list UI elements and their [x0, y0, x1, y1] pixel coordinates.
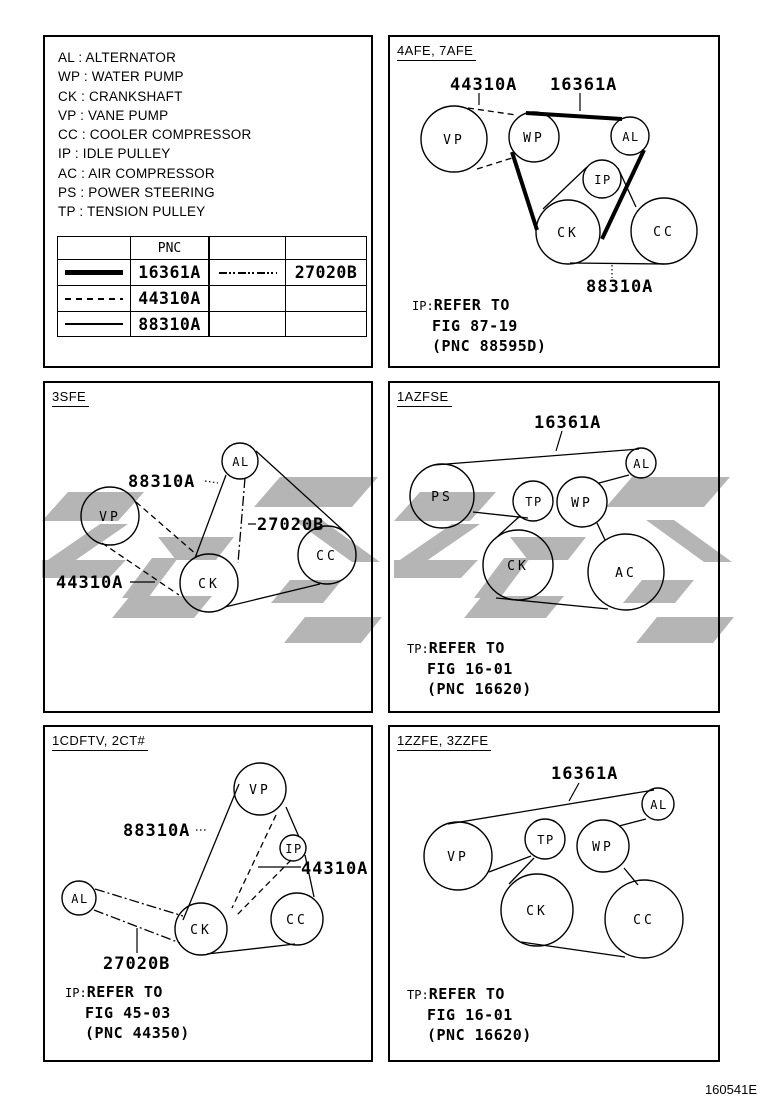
label-pointers — [556, 431, 562, 451]
thin-line-sample — [58, 312, 131, 336]
pulley-wp — [509, 112, 559, 162]
svg-text:AL: AL — [633, 457, 651, 471]
thick-line-sample — [58, 260, 131, 286]
pulley-tp — [525, 819, 565, 859]
pulley-ck — [483, 530, 553, 600]
svg-text:IP: IP — [594, 173, 612, 187]
table-cell-empty — [210, 237, 286, 260]
svg-text:AL: AL — [232, 455, 250, 469]
svg-text:VP: VP — [443, 133, 465, 148]
pnc-value: 16361A — [131, 260, 210, 286]
panel-title: 1CDFTV, 2CT# — [52, 733, 148, 751]
label-pointers — [569, 783, 579, 801]
svg-text:CC: CC — [653, 225, 675, 240]
pnc-line-style-table — [57, 236, 367, 337]
label-pointers — [130, 481, 256, 582]
table-cell-empty — [286, 286, 366, 312]
svg-text:AL: AL — [650, 798, 668, 812]
panel-title: 4AFE, 7AFE — [397, 43, 476, 61]
pulley-ac — [588, 534, 664, 610]
table-cell-empty — [286, 312, 366, 336]
svg-text:VP: VP — [447, 850, 469, 865]
svg-text:CC: CC — [633, 913, 655, 928]
pulley-ck — [175, 903, 227, 955]
table-cell-empty — [286, 237, 366, 260]
panel-1azfse — [388, 381, 720, 713]
svg-text:WP: WP — [523, 131, 545, 146]
part-number-88310a: 88310A — [123, 821, 191, 841]
pulley-vp — [421, 106, 487, 172]
belt-16361a-thin — [448, 790, 654, 957]
pulley-tp — [513, 481, 553, 521]
svg-text:TP: TP — [525, 495, 543, 509]
abbreviation-line: IP : IDLE PULLEY — [58, 146, 171, 162]
panel-title: 1ZZFE, 3ZZFE — [397, 733, 491, 751]
abbreviation-line: AC : AIR COMPRESSOR — [58, 165, 215, 181]
belt-27020b-dashdot — [94, 889, 183, 943]
svg-text:CK: CK — [557, 226, 579, 241]
svg-text:IP: IP — [285, 842, 303, 856]
pulley-al — [611, 117, 649, 155]
svg-text:VP: VP — [249, 783, 271, 798]
dashed-line-sample — [58, 286, 131, 312]
pulley-ip — [280, 835, 306, 861]
abbreviation-line: PS : POWER STEERING — [58, 185, 215, 201]
svg-text:CK: CK — [190, 923, 212, 938]
svg-text:CC: CC — [316, 549, 338, 564]
pulley-ps — [410, 464, 474, 528]
panel-4afe-7afe — [388, 35, 720, 368]
pnc-value: 44310A — [131, 286, 210, 312]
pulley-al — [62, 881, 96, 915]
pulley-al — [222, 443, 258, 479]
pulley-vp — [234, 763, 286, 815]
pulley-ck — [501, 874, 573, 946]
pulley-al — [626, 448, 656, 478]
pulley-ck — [536, 200, 600, 264]
pulley-ip — [583, 160, 621, 198]
panel-1zzfe-3zzfe — [388, 725, 720, 1062]
abbreviation-line: VP : VANE PUMP — [58, 107, 169, 123]
abbreviation-list — [58, 48, 251, 222]
svg-text:CK: CK — [198, 577, 220, 592]
part-number-44310a: 44310A — [301, 859, 369, 879]
part-number-27020b: 27020B — [257, 515, 325, 535]
note-prefix: TP: — [407, 642, 429, 656]
part-number-27020b: 27020B — [103, 954, 171, 974]
refer-note: TP:REFER TO FIG 16-01 (PNC 16620) — [407, 639, 532, 698]
svg-text:CK: CK — [507, 559, 529, 574]
pnc-value: 88310A — [131, 312, 210, 336]
note-prefix: IP: — [412, 299, 434, 313]
panel-1cdftv-2ct — [43, 725, 373, 1062]
svg-text:TP: TP — [537, 833, 555, 847]
table-cell-empty — [58, 237, 131, 260]
pulley-vp — [424, 822, 492, 890]
abbreviation-line: AL : ALTERNATOR — [58, 50, 177, 65]
svg-text:AC: AC — [615, 566, 637, 581]
refer-note: IP:REFER TO FIG 87-19 (PNC 88595D) — [412, 296, 547, 355]
pnc-value: 27020B — [286, 260, 366, 286]
abbreviation-line: CC : COOLER COMPRESSOR — [58, 127, 252, 143]
part-number-16361a: 16361A — [551, 764, 619, 784]
svg-text:CK: CK — [526, 904, 548, 919]
note-prefix: IP: — [65, 986, 87, 1000]
svg-text:WP: WP — [592, 840, 614, 855]
note-prefix: TP: — [407, 988, 429, 1002]
part-number-44310a: 44310A — [450, 75, 518, 95]
refer-note: IP:REFER TO FIG 45-03 (PNC 44350) — [65, 983, 190, 1042]
part-number-88310a: 88310A — [128, 472, 196, 492]
svg-text:CC: CC — [286, 913, 308, 928]
part-number-16361a: 16361A — [534, 413, 602, 433]
pulley-ck — [180, 554, 238, 612]
label-pointers — [479, 93, 612, 278]
table-cell-empty — [210, 312, 286, 336]
pulley-wp — [557, 477, 607, 527]
dash-dot-line-sample — [210, 260, 286, 286]
pulley-vp — [81, 487, 139, 545]
refer-note: TP:REFER TO FIG 16-01 (PNC 16620) — [407, 985, 532, 1044]
pnc-column-header: PNC — [131, 237, 210, 260]
pulley-al — [642, 788, 674, 820]
part-number-88310a: 88310A — [586, 277, 654, 297]
svg-text:PS: PS — [431, 490, 453, 505]
panel-3sfe — [43, 381, 373, 713]
abbreviation-line: CK : CRANKSHAFT — [58, 88, 183, 104]
panel-title: 1AZFSE — [397, 389, 452, 407]
belt-27020b-dashdot — [238, 478, 245, 563]
abbreviation-line: WP : WATER PUMP — [58, 69, 184, 85]
svg-text:AL: AL — [71, 892, 89, 906]
pulley-cc — [605, 880, 683, 958]
part-number-16361a: 16361A — [550, 75, 618, 95]
pulley-cc — [631, 198, 697, 264]
table-cell-empty — [210, 286, 286, 312]
legend-panel — [43, 35, 373, 368]
figure-code: 160541E — [704, 1082, 757, 1097]
svg-text:VP: VP — [99, 510, 121, 525]
pulley-wp — [577, 820, 629, 872]
svg-text:AL: AL — [622, 130, 640, 144]
svg-text:WP: WP — [571, 496, 593, 511]
abbreviation-line: TP : TENSION PULLEY — [58, 204, 206, 220]
pulley-cc — [271, 893, 323, 945]
part-number-44310a: 44310A — [56, 573, 124, 593]
panel-title: 3SFE — [52, 389, 89, 407]
belt-44310a-dashed — [232, 815, 291, 916]
